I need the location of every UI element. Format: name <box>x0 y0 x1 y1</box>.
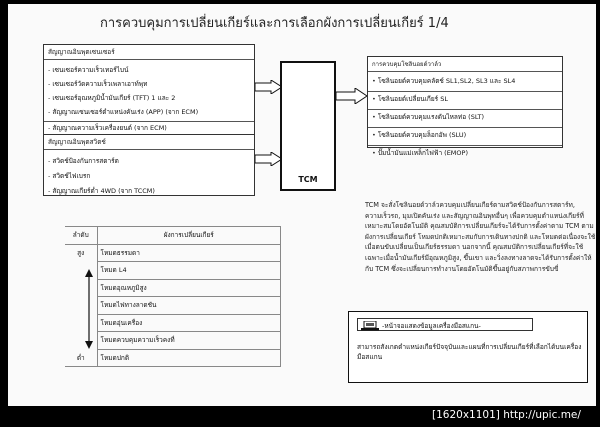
arrow-right-icon <box>336 88 368 104</box>
diagram-page <box>8 4 596 406</box>
solenoid-outputs-box <box>367 56 563 157</box>
table-row <box>65 332 281 350</box>
scan-tool-heading: -หน้าจอแสดงข้อมูลเครื่องมือสแกน- <box>382 322 481 330</box>
switch-item: - สัญญาณเกียร์ต่ำ 4WD (จาก TCCM) <box>48 187 155 195</box>
laptop-icon <box>361 321 379 331</box>
switch-inputs-box <box>43 134 255 196</box>
scan-tool-heading-frame <box>357 318 533 331</box>
mode-cell: โหมดอุณหภูมิสูง <box>97 279 281 297</box>
col-pattern-header: ผังการเปลี่ยนเกียร์ <box>97 227 281 245</box>
description-text: TCM จะสั่งโซลินอยด์วาล์วควบคุมเปลี่ยนเกียร์ตามสวิตช์ป้องกันการสตาร์ท, ความเร็วรถ, มุมเปิดคันเร่ง และสัญญาณอินพุทอื่นๆ เพื่อควบคุมตำแหน่งเกียร์ที่เหมาะสมโดยอัตโนมัติ คุณสมบัติการเปลี่ยนเกียร์จะได้รับการตั้งค่าตาม TCM ตามผังการเปลี่ยนเกียร์ โหมดปกติเหมาะสมกับการเดินทางปกติ และโหมดต่อเนื่องจะใช้เมื่อตนขับเปลี่ยนเป็นเกียร์ธรรมดา นอกจากนี้ คุณสมบัติการเปลี่ยนเกียร์ที่จะใช้เฉพาะเมื่อน้ำมันเกียร์มีอุณหภูมิสูง, ขึ้นเขา และวิ่งลงทางลาดจะได้รับการตั้งค่าให้กับ TCM ซึ่งจะเปลี่ยนการทำงานโดยอัตโนมัติขึ้นอยู่กับสภาพการขับขี่ <box>365 201 596 273</box>
sensor-item: - เซนเซอร์อุณหภูมิน้ำมันเกียร์ (TFT) 1 และ 2 <box>48 94 176 102</box>
col-order-header: ลำดับ <box>65 227 97 245</box>
table-row <box>65 244 281 262</box>
mode-cell: โหมดธรรมดา <box>97 244 281 262</box>
scan-tool-box <box>348 311 588 383</box>
sensor-inputs-box <box>43 44 255 136</box>
switch-inputs-heading: สัญญาณอินพุตสวิตช์ <box>44 135 254 150</box>
tcm-label: TCM <box>298 175 318 184</box>
arrow-right-icon <box>255 152 283 166</box>
arrow-right-icon <box>255 80 283 94</box>
shift-pattern-table <box>65 226 281 367</box>
table-row <box>65 279 281 297</box>
sensor-item: - สัญญาณเซนเซอร์ตำแหน่งคันเร่ง (APP) (จาก ECM) <box>44 105 254 122</box>
priority-high-label: สูง <box>65 244 97 262</box>
table-row <box>65 262 281 280</box>
page-title: การควบคุมการเปลี่ยนเกียร์และการเลือกผังการเปลี่ยนเกียร์ 1/4 <box>100 16 449 31</box>
table-row <box>65 314 281 332</box>
mode-cell: โหมด L4 <box>97 262 281 280</box>
sensor-inputs-heading: สัญญาณอินพุตเซนเซอร์ <box>44 45 254 60</box>
sensor-item: - เซนเซอร์ความเร็วเทอร์ไบน์ <box>48 66 129 74</box>
mode-cell: โหมดปกติ <box>97 349 281 367</box>
switch-item: - สวิตช์ป้องกันการสตาร์ต <box>48 157 119 165</box>
output-item: • ปั๊มน้ำมันแม่เหล็กไฟฟ้า (EMOP) <box>372 149 468 157</box>
priority-low-label: ต่ำ <box>65 349 97 367</box>
sensor-item: - เซนเซอร์วัดความเร็วเพลาเอาท์พุท <box>48 80 148 88</box>
sensor-item: - สัญญาณความเร็วเครื่องยนต์ (จาก ECM) <box>48 124 167 132</box>
solenoid-outputs-heading: การควบคุมโซลินอยด์วาล์ว <box>368 57 562 72</box>
output-item: • โซลินอยด์ควบคุมแรงดันไหลท่อ (SLT) <box>368 110 562 128</box>
mode-cell: โหมดไฟทางลาดชัน <box>97 297 281 315</box>
tcm-block <box>280 61 336 191</box>
image-source-footer: [1620x1101] http://upic.me/ <box>432 409 581 421</box>
scan-tool-text: สามารถสังเกตตำแหน่งเกียร์ปัจจุบันและแผนที่การเปลี่ยนเกียร์ที่เลือกได้บนเครื่องมือสแกน <box>357 343 582 361</box>
output-item: • โซลินอยด์ควบคุมคลัตช์ SL1,SL2, SL3 และ SL4 <box>368 74 562 92</box>
output-item: • โซลินอยด์เปลี่ยนเกียร์ SL <box>368 92 562 110</box>
priority-arrow-icon <box>83 269 95 349</box>
mode-cell: โหมดควบคุมความเร็วคงที่ <box>97 332 281 350</box>
mode-cell: โหมดอุ่นเครื่อง <box>97 314 281 332</box>
switch-item: - สวิตช์ไฟเบรก <box>48 172 91 180</box>
table-header-row <box>65 227 281 245</box>
table-row <box>65 297 281 315</box>
table-row <box>65 349 281 367</box>
output-item: • โซลินอยด์ควบคุมล็อกอัพ (SLU) <box>368 128 562 146</box>
